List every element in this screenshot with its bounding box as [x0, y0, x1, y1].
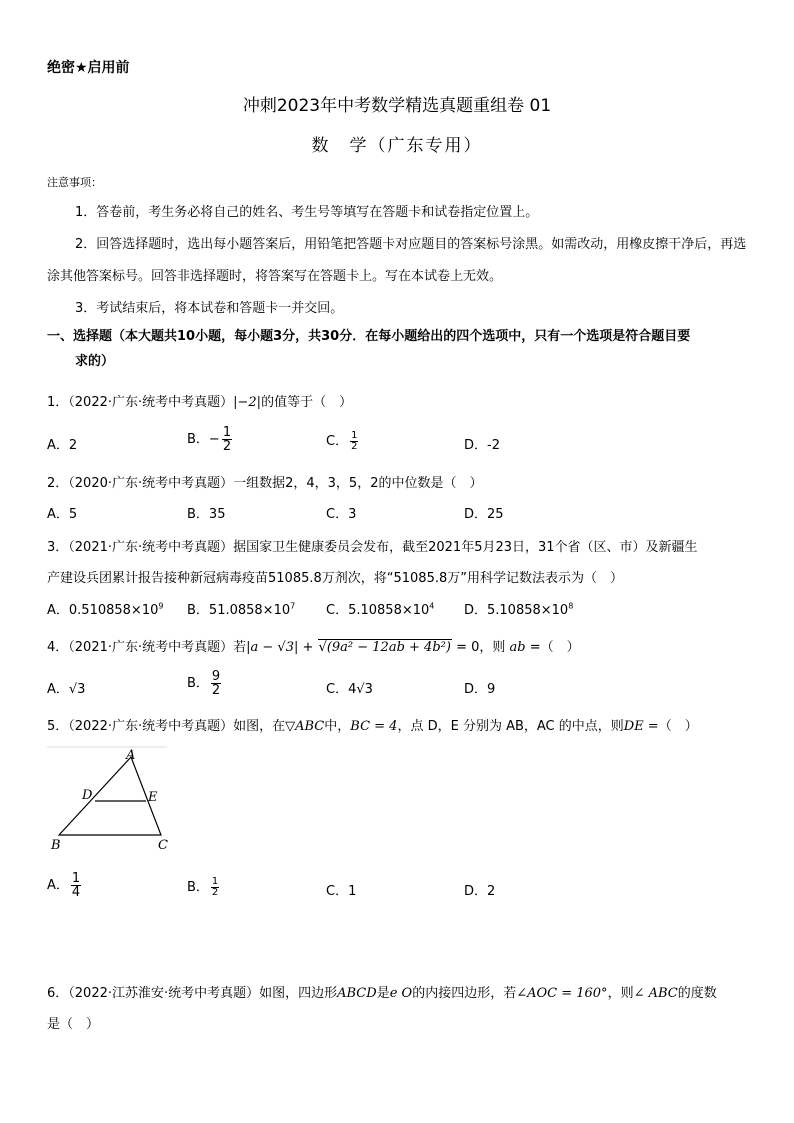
- q4-option-a[interactable]: A．√3: [47, 682, 86, 697]
- label-c: C: [158, 838, 168, 853]
- q5-de: DE =: [623, 719, 659, 734]
- q5-b-num: 1: [211, 876, 219, 887]
- notice-item-1: 1．答卷前，考生务必将自己的姓名、考生号等填写在答题卡和试卷指定位置上。: [75, 205, 539, 220]
- q4-expr-abs: |a − √3|: [246, 640, 299, 655]
- q6-angle-aoc: ∠AOC = 160°: [516, 986, 608, 1001]
- q5-a-label: A．: [47, 878, 69, 893]
- q5-a-den: 4: [71, 885, 81, 900]
- q5-bc: BC = 4: [350, 719, 398, 734]
- q3-d-exp: 8: [568, 601, 574, 611]
- q5-a-num: 1: [71, 871, 81, 886]
- question-4: [47, 636, 580, 655]
- q2-option-a[interactable]: A．5: [47, 507, 78, 522]
- notice-label: 注意事项：: [47, 176, 102, 189]
- q5-mid2: ，点 D，E 分别为 AB，AC 的中点，则: [397, 719, 624, 734]
- q1-c-num: 1: [351, 430, 358, 441]
- q4-b-label: B．: [187, 676, 209, 691]
- q1-b-sign: −: [208, 432, 220, 447]
- q3-b-base: B．51.0858×10: [187, 603, 291, 618]
- q3-b-exp: 7: [290, 601, 296, 611]
- q4-plus: +: [298, 640, 318, 655]
- q5-b-den: 2: [211, 887, 219, 898]
- q1-b-den: 2: [222, 439, 232, 454]
- q1-option-d[interactable]: D．-2: [464, 438, 500, 453]
- q2-option-b[interactable]: B．35: [187, 507, 226, 522]
- question-1: [47, 391, 352, 410]
- label-b: B: [51, 838, 61, 853]
- q1-b-label: B．: [187, 432, 209, 447]
- q5-mid1: 中，: [324, 719, 351, 734]
- triangle-figure: [47, 745, 177, 855]
- q1-prefix: 1．（2022·广东·统考中考真题）: [47, 395, 234, 410]
- q3-option-d[interactable]: [464, 599, 573, 618]
- q4-ab: ab: [509, 640, 526, 655]
- q3-c-exp: 4: [429, 601, 435, 611]
- q1-suffix: 的值等于（ ）: [261, 395, 353, 410]
- notice-item-3: 3．考试结束后，将本试卷和答题卡一并交回。: [75, 301, 344, 316]
- q6-mid2: 的内接四边形，若: [412, 986, 517, 1001]
- question-6-line2: 是（ ）: [47, 1017, 100, 1032]
- q1-expression: |−2|: [233, 395, 262, 410]
- q6-angle-abc: ∠ ABC: [633, 986, 678, 1001]
- label-a: A: [126, 748, 136, 763]
- label-e: E: [148, 790, 158, 805]
- section-heading: 一、选择题（本大题共10小题，每小题3分，共30分．在每小题给出的四个选项中，只有一个选项是符合题目要: [47, 329, 691, 344]
- question-2: 2．（2020·广东·统考中考真题）一组数据2，4，3，5，2的中位数是（ ）: [47, 476, 483, 491]
- q4-b-den: 2: [211, 683, 221, 698]
- q4-expr-sqrt: √(9a² − 12ab + 4b²): [318, 640, 451, 655]
- question-5: [47, 715, 698, 734]
- question-3-line2: 产建设兵团累计报告接种新冠病毒疫苗51085.8万剂次，将“51085.8万”用科学记数法表示为（ ）: [47, 571, 623, 586]
- q4-option-b[interactable]: [187, 670, 223, 697]
- q3-option-c[interactable]: [326, 599, 434, 618]
- q4-option-d[interactable]: D．9: [464, 682, 496, 697]
- q2-option-c[interactable]: C．3: [326, 507, 357, 522]
- label-d: D: [82, 788, 93, 803]
- triangle-abc: [59, 757, 161, 835]
- q3-a-exp: 9: [158, 601, 164, 611]
- q1-option-b[interactable]: [187, 426, 234, 453]
- question-3-line1: 3．（2021·广东·统考中考真题）据国家卫生健康委员会发布，截至2021年5月23日，31个省（区、市）及新疆生: [47, 540, 698, 555]
- paper-title: 冲刺2023年中考数学精选真题重组卷 01: [242, 96, 552, 116]
- q5-prefix: 5．（2022·广东·统考中考真题）如图，在: [47, 719, 286, 734]
- q5-b-label: B．: [187, 880, 209, 895]
- q3-a-base: A．0.510858×10: [47, 603, 159, 618]
- q1-c-label: C．: [326, 434, 349, 449]
- paper-subtitle: 数 学（广东专用）: [311, 136, 483, 156]
- q3-option-a[interactable]: [47, 599, 163, 618]
- q5-suffix: （ ）: [658, 719, 698, 734]
- q6-prefix: 6．（2022·江苏淮安·统考中考真题）如图，四边形: [47, 986, 338, 1001]
- q1-option-c[interactable]: [326, 430, 360, 452]
- q4-b-num: 9: [211, 669, 221, 684]
- q3-d-base: D．5.10858×10: [464, 603, 569, 618]
- question-6-line1: [47, 982, 717, 1001]
- q6-suffix: 的度数: [677, 986, 717, 1001]
- confidential-mark: 绝密★启用前: [47, 60, 130, 76]
- q3-option-b[interactable]: [187, 599, 295, 618]
- q2-option-d[interactable]: D．25: [464, 507, 504, 522]
- q6-mid3: ，则: [607, 986, 634, 1001]
- notice-item-2: 2．回答选择题时，选出每小题答案后，用铅笔把答题卡对应题目的答案标号涂黑。如需改动，用橡皮擦干净后，再选涂其他答案标号。回答非选择题时，将答案写在答题卡上。写在本试卷上无效。: [47, 237, 747, 284]
- q5-triangle: ▽ABC: [285, 719, 325, 734]
- q4-prefix: 4．（2021·广东·统考中考真题）若: [47, 640, 247, 655]
- q1-c-den: 2: [351, 441, 358, 452]
- q4-suffix: =（ ）: [525, 640, 580, 655]
- q1-option-a[interactable]: A．2: [47, 438, 78, 453]
- section-heading-cont: 求的）: [75, 354, 115, 369]
- q5-option-c[interactable]: C．1: [326, 884, 357, 899]
- q4-option-c[interactable]: C．4√3: [326, 682, 373, 697]
- q5-option-a[interactable]: [47, 872, 83, 899]
- q1-b-num: 1: [222, 425, 232, 440]
- q6-abcd: ABCD: [337, 986, 377, 1001]
- q4-eq: = 0，则: [451, 640, 510, 655]
- q6-mid1: 是: [376, 986, 390, 1001]
- q5-option-d[interactable]: D．2: [464, 884, 496, 899]
- q3-c-base: C．5.10858×10: [326, 603, 430, 618]
- q6-circle: e O: [389, 986, 413, 1001]
- q5-option-b[interactable]: [187, 876, 221, 898]
